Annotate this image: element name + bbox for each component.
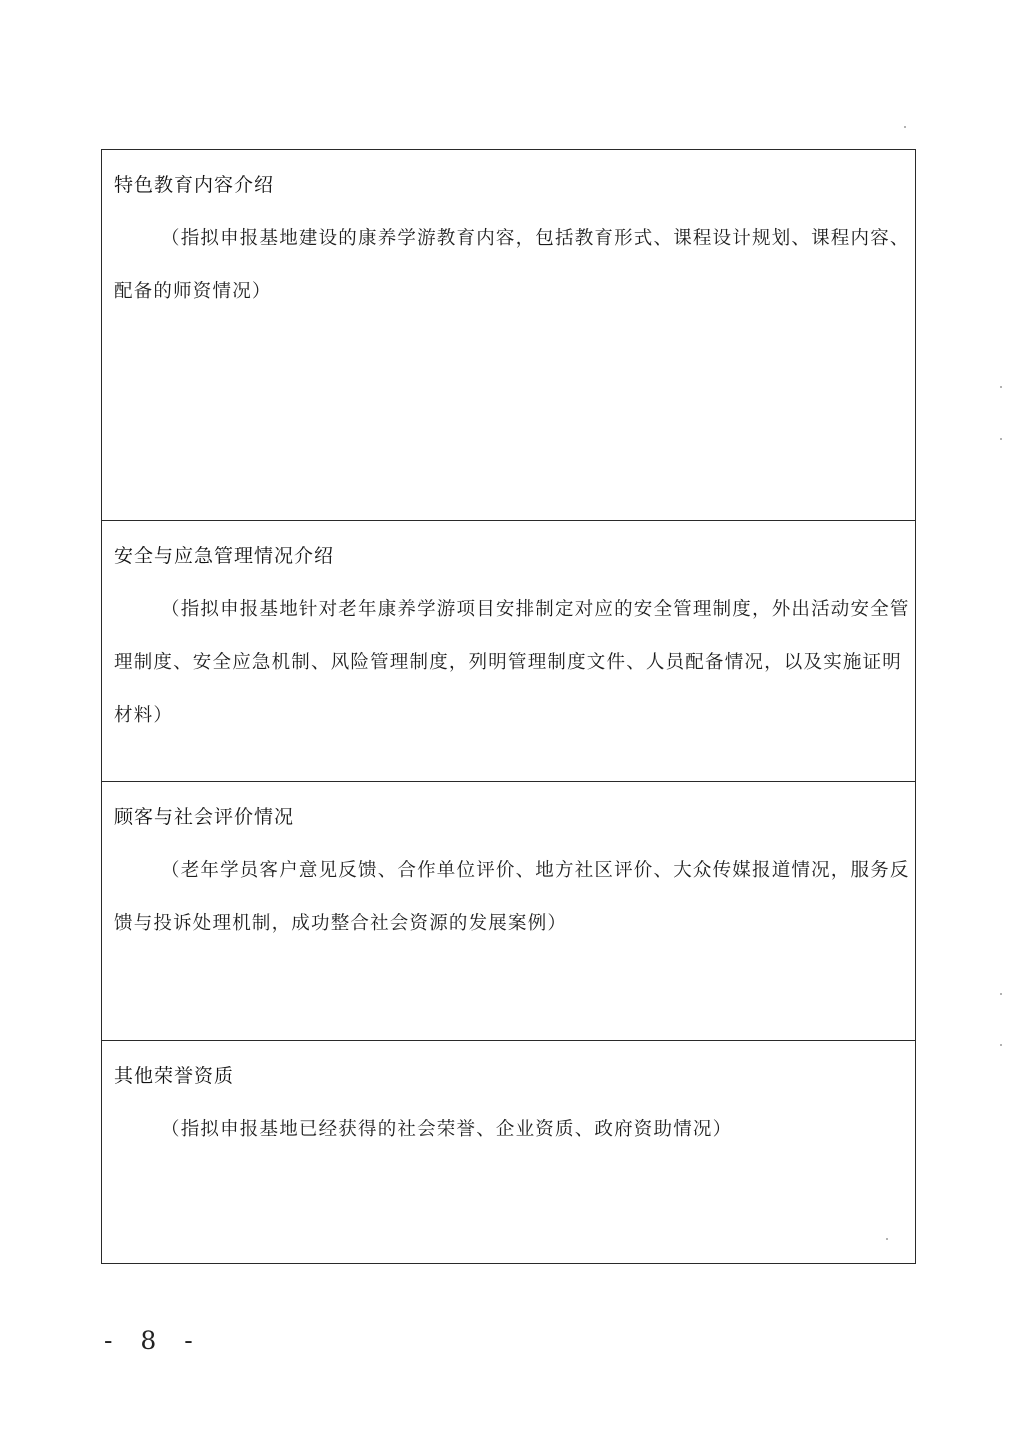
scan-speck	[1000, 438, 1002, 440]
section-featured-education	[102, 150, 915, 521]
section-description: （老年学员客户意见反馈、合作单位评价、地方社区评价、大众传媒报道情况，服务反馈与投诉处理机制，成功整合社会资源的发展案例）	[114, 860, 910, 934]
section-title: 安全与应急管理情况介绍	[114, 545, 335, 567]
section-title: 顾客与社会评价情况	[114, 806, 295, 828]
scan-speck	[1000, 993, 1002, 995]
application-form-table	[101, 149, 916, 1264]
section-other-honors	[102, 1041, 915, 1263]
section-customer-social-evaluation	[102, 782, 915, 1041]
section-description: （指拟申报基地针对老年康养学游项目安排制定对应的安全管理制度，外出活动安全管理制度、安全应急机制、风险管理制度，列明管理制度文件、人员配备情况，以及实施证明材料）	[114, 599, 910, 726]
section-description: （指拟申报基地已经获得的社会荣誉、企业资质、政府资助情况）	[161, 1119, 733, 1140]
section-safety-emergency	[102, 521, 915, 782]
scan-speck	[1000, 386, 1002, 388]
section-title: 特色教育内容介绍	[114, 174, 275, 196]
scan-speck	[1000, 1044, 1002, 1046]
scan-speck	[904, 126, 906, 128]
scan-speck	[886, 1238, 888, 1240]
section-description: （指拟申报基地建设的康养学游教育内容，包括教育形式、课程设计规划、课程内容、配备的师资情况）	[114, 228, 910, 302]
page-number: - 8 -	[104, 1326, 203, 1355]
section-title: 其他荣誉资质	[114, 1065, 235, 1087]
